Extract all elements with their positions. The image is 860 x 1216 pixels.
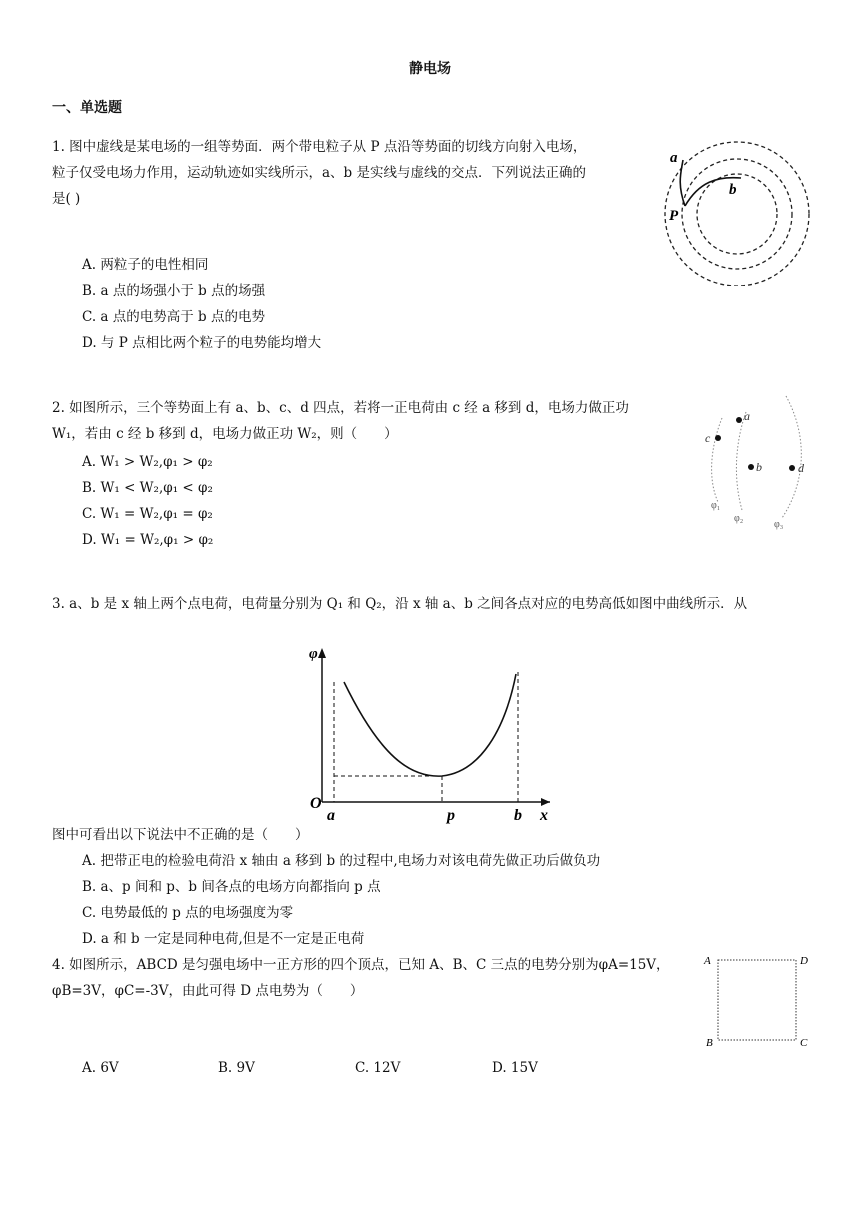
- q3-line-1: 3. a、b 是 x 轴上两个点电荷，电荷量分别为 Q₁ 和 Q₂，沿 x 轴 a、b 之间各点对应的电势高低如图中曲线所示．从: [52, 596, 748, 612]
- q3-label-b: b: [514, 807, 522, 824]
- q2-label-c: c: [705, 431, 711, 445]
- q2-option-a: A. W₁ > W₂,φ₁ > φ₂: [82, 454, 213, 470]
- q1-trajectory-a: [680, 160, 685, 206]
- q4-option-c: C. 12V: [355, 1060, 401, 1076]
- q2-option-b: B. W₁ < W₂,φ₁ < φ₂: [82, 480, 213, 496]
- q1-option-c: C. a 点的电势高于 b 点的电势: [82, 309, 265, 325]
- q4-line-1: 4. 如图所示，ABCD 是匀强电场中一正方形的四个顶点，已知 A、B、C 三点的电势分别为φA=15V，: [52, 957, 670, 973]
- q2-line-1: 2. 如图所示，三个等势面上有 a、b、c、d 四点，若将一正电荷由 c 经 a 移到 d，电场力做正功: [52, 400, 629, 416]
- q1-line-2: 粒子仅受电场力作用，运动轨迹如实线所示，a、b 是实线与虚线的交点．下列说法正确的: [52, 165, 586, 181]
- q3-label-o: O: [310, 795, 322, 812]
- q1-label-a: a: [670, 150, 678, 166]
- q4-option-b: B. 9V: [218, 1060, 255, 1076]
- q3-option-c: C. 电势最低的 p 点的电场强度为零: [82, 905, 294, 921]
- q3-figure: [300, 638, 560, 828]
- q3-option-b: B. a、p 间和 p、b 间各点的电场方向都指向 p 点: [82, 879, 381, 895]
- q3-potential-curve: [344, 674, 516, 776]
- q4-label-c: C: [800, 1037, 808, 1049]
- q2-label-a: a: [744, 409, 750, 423]
- q1-label-p: P: [669, 208, 679, 224]
- q4-label-a: A: [704, 955, 711, 967]
- q3-option-a: A. 把带正电的检验电荷沿 x 轴由 a 移到 b 的过程中,电场力对该电荷先做正功后做负功: [82, 853, 601, 869]
- q1-option-a: A. 两粒子的电性相同: [82, 257, 209, 273]
- q3-option-d: D. a 和 b 一定是同种电荷,但是不一定是正电荷: [82, 931, 365, 947]
- q2-label-d: d: [798, 461, 804, 475]
- q2-label-phi2: φ₂: [734, 513, 744, 524]
- section-heading: 一、单选题: [52, 100, 122, 116]
- q2-label-phi1: φ₁: [711, 500, 721, 511]
- q3-label-p: p: [447, 807, 455, 824]
- q3-label-x: x: [540, 807, 548, 824]
- q4-figure: [700, 948, 820, 1052]
- q1-line-1: 1. 图中虚线是某电场的一组等势面．两个带电粒子从 P 点沿等势面的切线方向射入电场，: [52, 139, 587, 155]
- q1-label-b: b: [729, 182, 737, 198]
- page-title: 静电场: [409, 61, 451, 77]
- q1-option-d: D. 与 P 点相比两个粒子的电势能均增大: [82, 335, 322, 351]
- q2-line-2: W₁，若由 c 经 b 移到 d，电场力做正功 W₂，则（ ）: [52, 426, 398, 442]
- q2-option-c: C. W₁ = W₂,φ₁ = φ₂: [82, 506, 213, 522]
- q1-option-b: B. a 点的场强小于 b 点的场强: [82, 283, 266, 299]
- q4-line-2: φB=3V，φC=-3V，由此可得 D 点电势为（ ）: [52, 983, 364, 999]
- q4-label-b: B: [706, 1037, 713, 1049]
- q2-figure: [690, 390, 820, 532]
- q3-line-2: 图中可看出以下说法中不正确的是（ ）: [52, 827, 309, 843]
- q3-label-a: a: [327, 807, 335, 824]
- q3-label-phi: φ: [309, 646, 318, 662]
- q2-option-d: D. W₁ = W₂,φ₁ > φ₂: [82, 532, 214, 548]
- q2-label-phi3: φ₃: [774, 519, 784, 530]
- q1-figure: [655, 136, 815, 286]
- q1-line-3: 是( ): [52, 191, 81, 207]
- q2-label-b: b: [756, 460, 762, 474]
- q4-label-d: D: [800, 955, 808, 967]
- q4-option-d: D. 15V: [492, 1060, 538, 1076]
- q4-option-a: A. 6V: [82, 1060, 119, 1076]
